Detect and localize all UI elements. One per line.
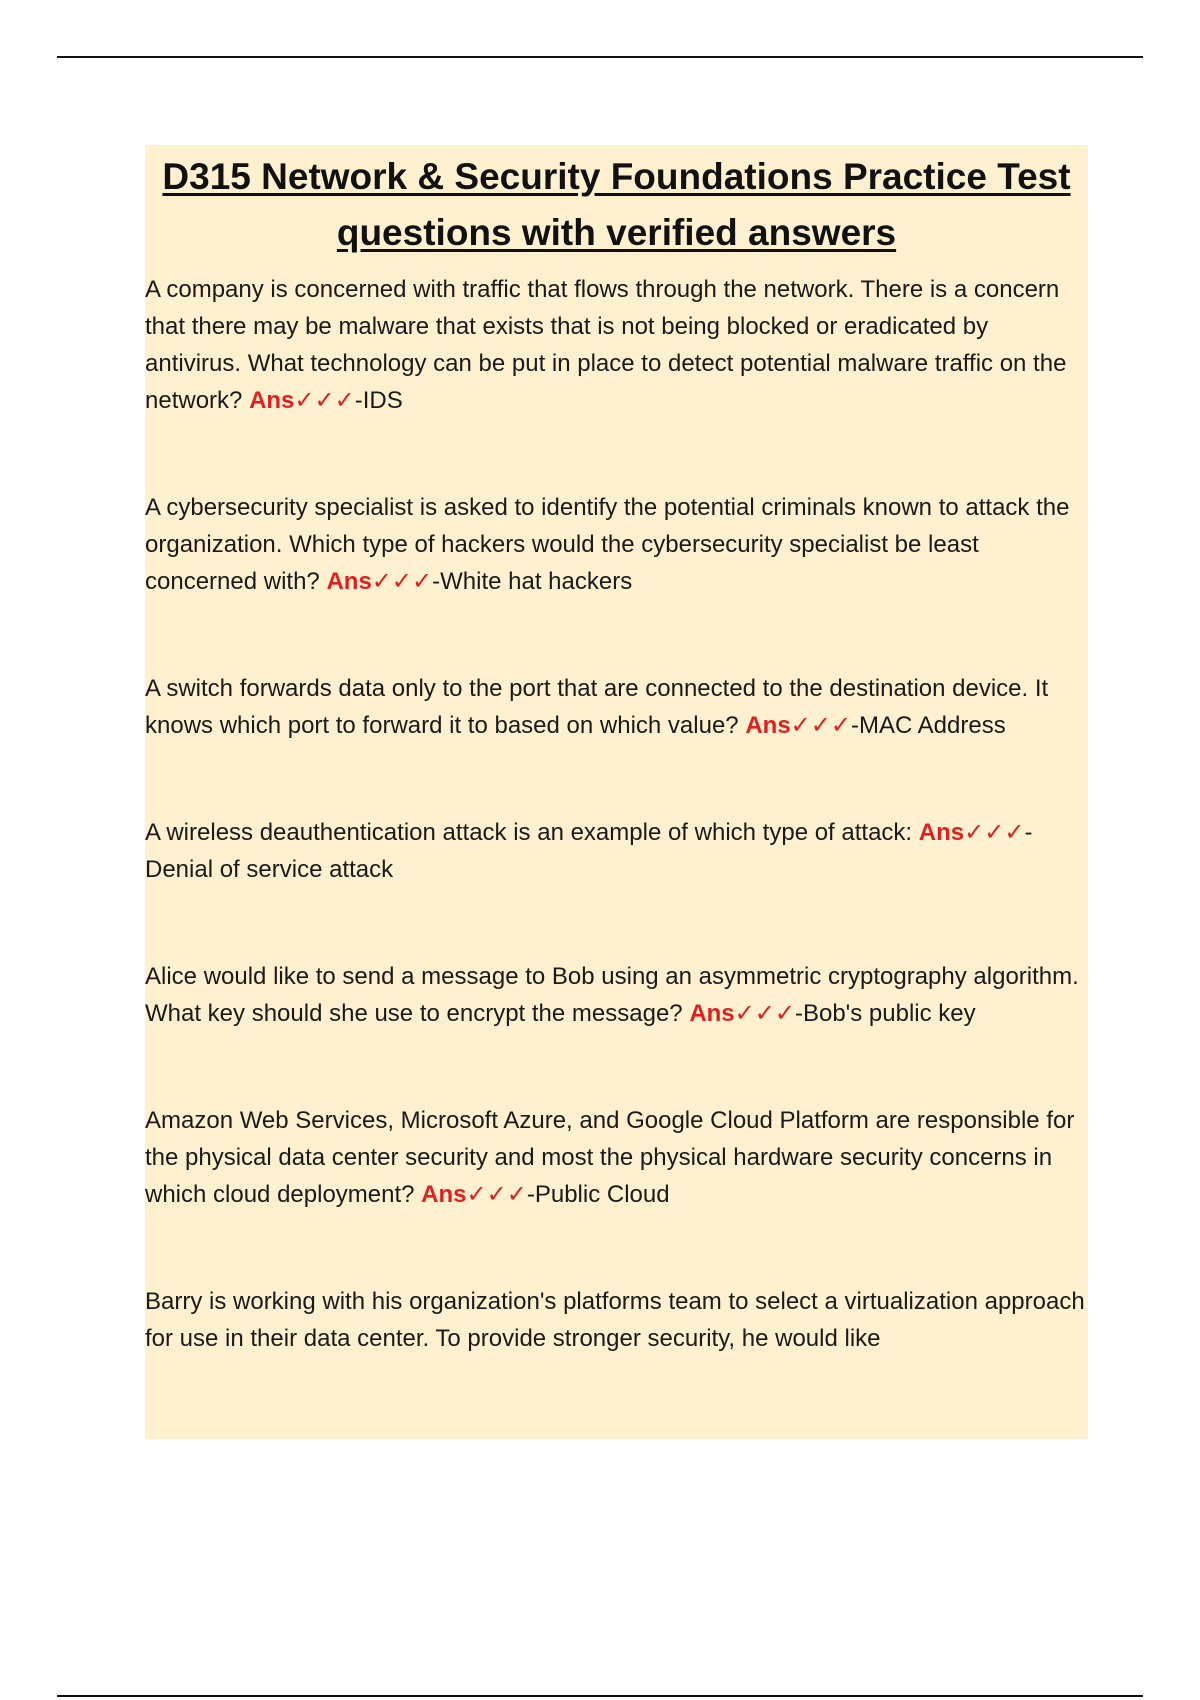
question-text: Alice would like to send a message to Bob using an asymmetric cryptography algorithm. What key should she use to encrypt the message? — [145, 963, 1079, 1027]
check-marks: ✓✓✓ — [964, 819, 1025, 846]
bottom-rule — [57, 1695, 1143, 1697]
qa-item — [145, 271, 1088, 419]
qa-item — [145, 670, 1088, 744]
qa-item — [145, 1102, 1088, 1213]
qa-item — [145, 1283, 1088, 1357]
qa-list — [145, 271, 1088, 1357]
answer-text: -Bob's public key — [794, 1000, 976, 1027]
qa-item — [145, 814, 1088, 888]
question-text: A switch forwards data only to the port that are connected to the destination device. It knows which port to forward it to based on which value? — [145, 675, 1049, 739]
document-title: D315 Network & Security Foundations Practice Test questions with verified answers — [162, 156, 1071, 253]
document-page — [145, 145, 1088, 1439]
question-text: Amazon Web Services, Microsoft Azure, and Google Cloud Platform are responsible for the physical data center security and most the physical hardware security concerns in which cloud deployment? — [145, 1107, 1075, 1208]
answer-text: -MAC Address — [851, 712, 1006, 739]
check-marks: ✓✓✓ — [294, 387, 355, 414]
answer-label: Ans — [918, 819, 965, 846]
answer-text: -Denial of service attack — [145, 819, 1033, 883]
qa-item — [145, 958, 1088, 1032]
check-marks: ✓✓✓ — [790, 712, 851, 739]
question-text: Barry is working with his organization's platforms team to select a virtualization approach for use in their data center. To provide stronger security, he would like — [145, 1288, 1085, 1352]
check-marks: ✓✓✓ — [371, 568, 433, 595]
answer-label: Ans — [421, 1181, 467, 1208]
question-text: A cybersecurity specialist is asked to identify the potential criminals known to attack the organization. Which type of hackers would the cybersecurity specialist be least concerned with? — [145, 494, 1070, 595]
answer-text: -IDS — [354, 387, 403, 414]
top-rule — [57, 56, 1143, 58]
answer-label: Ans — [689, 1000, 735, 1027]
qa-item — [145, 489, 1088, 600]
check-marks: ✓✓✓ — [466, 1181, 527, 1208]
answer-label: Ans — [249, 387, 295, 414]
answer-label: Ans — [745, 712, 791, 739]
check-marks: ✓✓✓ — [734, 1000, 795, 1027]
answer-text: -White hat hackers — [432, 568, 633, 595]
question-text: A wireless deauthentication attack is an example of which type of attack: — [145, 819, 919, 846]
question-text: A company is concerned with traffic that flows through the network. There is a concern that there may be malware that exists that is not being blocked or eradicated by antivirus. What technology can be put in place to detect potential malware traffic on the network? — [145, 276, 1067, 414]
answer-label: Ans — [326, 568, 372, 595]
answer-text: -Public Cloud — [526, 1181, 670, 1208]
